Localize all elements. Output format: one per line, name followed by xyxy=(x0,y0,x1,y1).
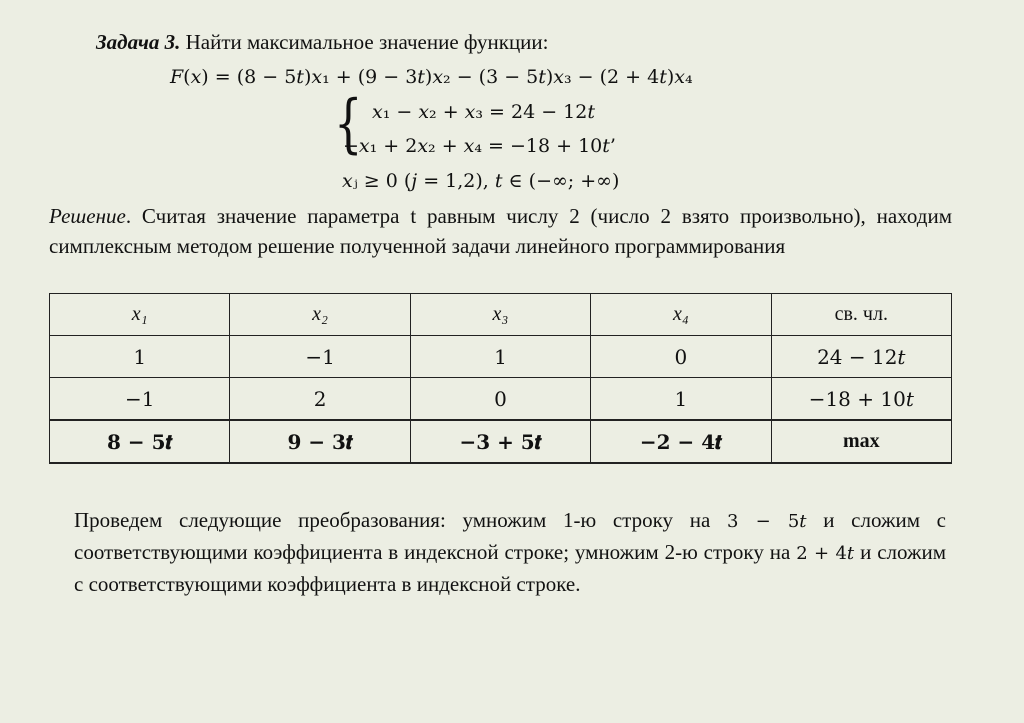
task-statement xyxy=(96,30,549,55)
task-text: Найти максимальное значение функции: xyxy=(185,30,549,54)
task-label: Задача 3. xyxy=(96,30,181,54)
system-brace: { xyxy=(334,87,363,161)
header-x1: x₁ xyxy=(50,294,230,336)
header-x3: x₃ xyxy=(410,294,590,336)
table-row xyxy=(50,378,952,421)
transformation-paragraph xyxy=(74,505,946,599)
table-header-row xyxy=(50,294,952,336)
table-cell: 24 − 12𝑡 xyxy=(771,336,951,378)
table-cell: 1 xyxy=(50,336,230,378)
variable-conditions: 𝑥ⱼ ≥ 0 (𝑗 = 1,2), 𝑡 ∈ (−∞; +∞) xyxy=(342,170,620,192)
simplex-table xyxy=(49,293,952,464)
table-cell: 1 xyxy=(410,336,590,378)
table-cell-max: max xyxy=(771,420,951,463)
constraint-1: 𝑥₁ − 𝑥₂ + 𝑥₃ = 24 − 12𝑡 xyxy=(372,101,595,123)
table-cell: 0 xyxy=(410,378,590,421)
header-free-term: св. чл. xyxy=(771,294,951,336)
table-cell: 9 − 3𝒕 xyxy=(230,420,410,463)
index-row xyxy=(50,420,952,463)
table-cell: −3 + 5𝒕 xyxy=(410,420,590,463)
solution-word: Решение xyxy=(49,204,126,228)
table-cell: −2 − 4𝒕 xyxy=(591,420,771,463)
transform-text-1: Проведем следующие преобразования: умножим 1-ю строку на xyxy=(74,508,711,532)
transform-text-3: и сложим с соответствующими коэффициента в индексной строке. xyxy=(74,540,947,596)
solution-paragraph xyxy=(49,201,952,261)
table-cell: 2 xyxy=(230,378,410,421)
transform-expr-2: 2 + 4𝑡 xyxy=(796,543,855,564)
table-cell: −18 + 10𝑡 xyxy=(771,378,951,421)
table-cell: −1 xyxy=(230,336,410,378)
constraint-2: −𝑥₁ + 2𝑥₂ + 𝑥₄ = −18 + 10𝑡’ xyxy=(343,135,616,157)
objective-function: 𝐹(𝑥) = (8 − 5𝑡)𝑥₁ + (9 − 3𝑡)𝑥₂ − (3 − 5𝑡)𝑥₃ − (2 + 4𝑡)𝑥₄ xyxy=(170,66,693,88)
table-cell: 8 − 5𝒕 xyxy=(50,420,230,463)
header-x2: x₂ xyxy=(230,294,410,336)
table-cell: −1 xyxy=(50,378,230,421)
solution-text: . Считая значение параметра t равным числу 2 (число 2 взято произвольно), находим симплексным методом решение полученной задачи линейного программирования xyxy=(49,204,952,258)
table-cell: 0 xyxy=(591,336,771,378)
transform-text-2: и сложим с соответствующими коэффициента в индексной строке; умножим 2-ю строку на xyxy=(74,508,947,564)
transform-expr-1: 3 − 5𝑡 xyxy=(726,511,807,532)
header-x4: x₄ xyxy=(591,294,771,336)
table-cell: 1 xyxy=(591,378,771,421)
table-row xyxy=(50,336,952,378)
